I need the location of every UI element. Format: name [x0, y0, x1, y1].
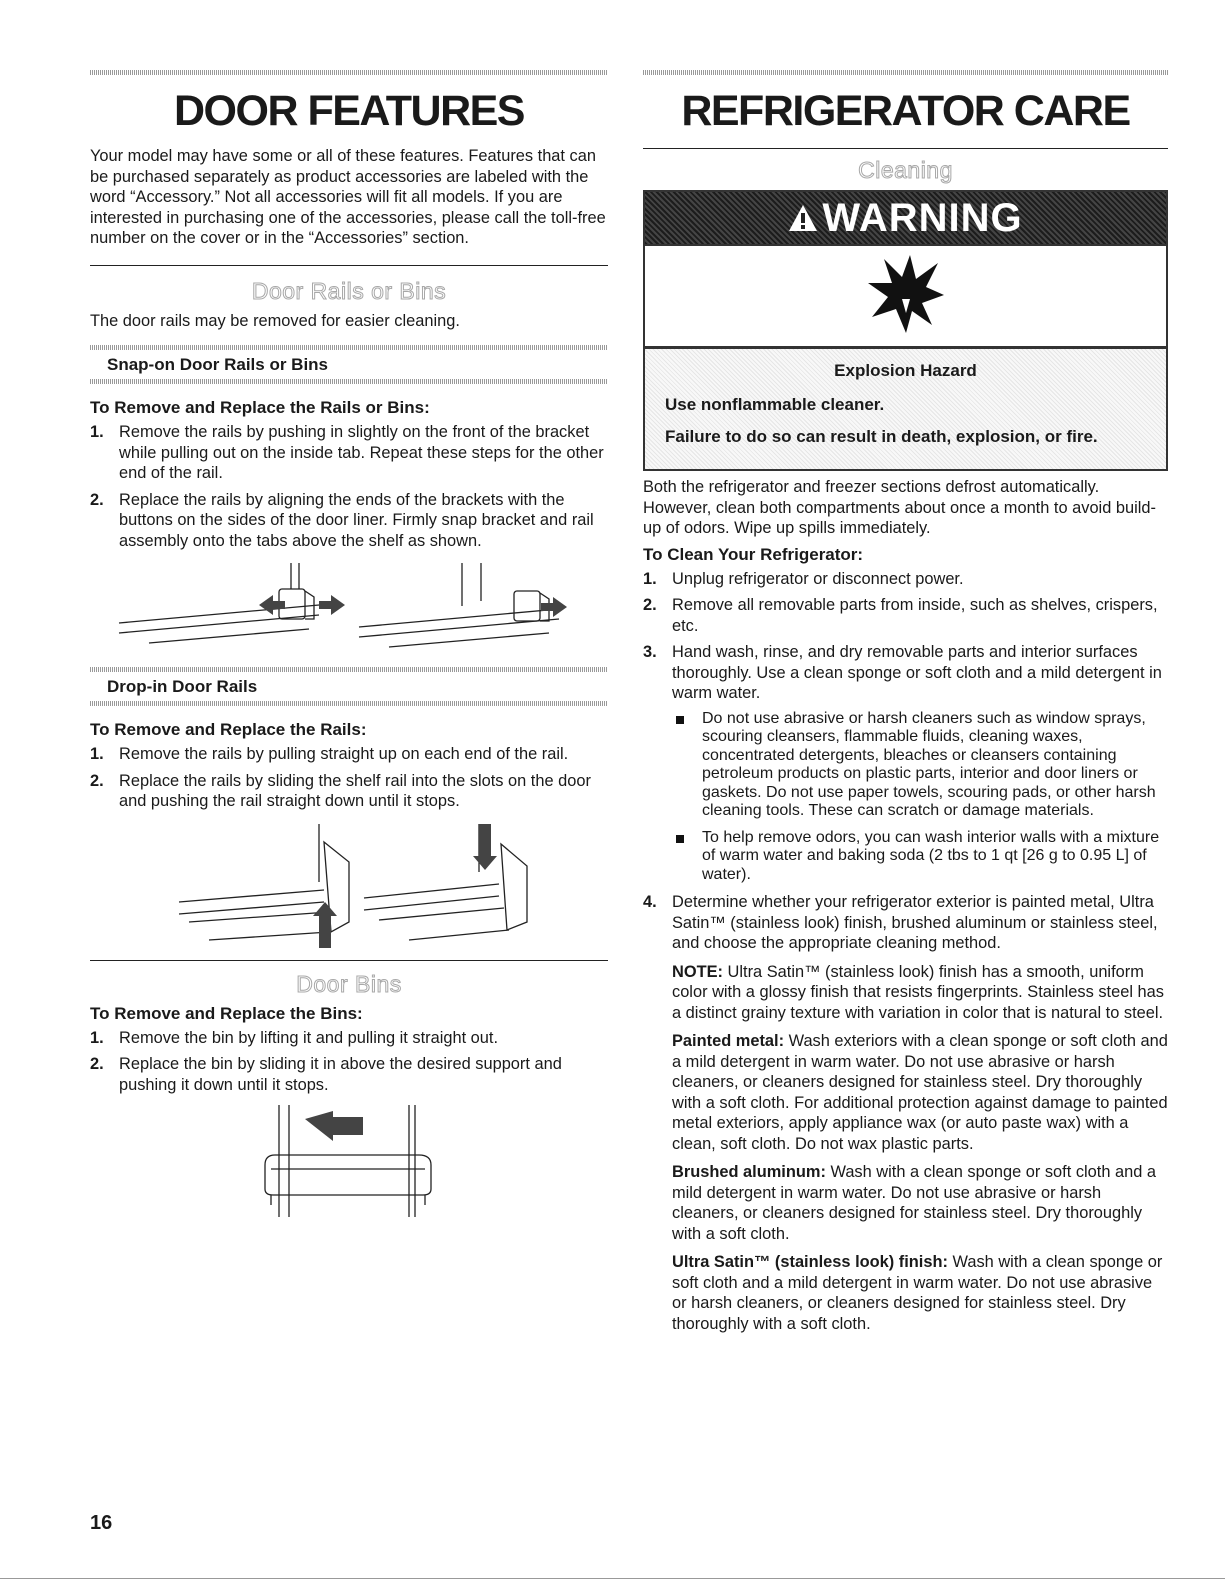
bottom-rule	[0, 1578, 1225, 1579]
dotted-rule	[90, 345, 608, 350]
warning-hazard: Explosion Hazard	[834, 361, 977, 381]
dropin-rail-illustration	[149, 822, 549, 950]
dropin-step-title: To Remove and Replace the Rails:	[90, 720, 367, 740]
arrow-up-icon	[313, 902, 337, 948]
dropin-steps	[90, 744, 608, 812]
clean-step-title: To Clean Your Refrigerator:	[643, 544, 864, 564]
warning-line-2: Failure to do so can result in death, explosion, or fire.	[665, 427, 1098, 447]
cleaning-bullets	[672, 710, 1168, 885]
dropin-heading-block	[90, 667, 608, 706]
top-dotted-rule	[643, 70, 1168, 75]
snapon-heading-block	[90, 345, 608, 384]
door-bins-subtitle: Door Bins	[296, 970, 402, 997]
door-features-column	[90, 70, 608, 1227]
door-bin-illustration	[259, 1105, 439, 1217]
bullet-square-icon	[676, 716, 684, 724]
list-item: 1. Remove the rails by pushing in slightly on the front of the bracket while pulling out on the inside tab. Repeat these steps for the other end of the rail.	[90, 423, 604, 483]
brushed-aluminum-paragraph: Brushed aluminum: Wash with a clean sponge or soft cloth and a mild detergent in warm water. Do not use abrasive or harsh cleaners, or cleaners designed for stainless steel. Dry thoroughly with a soft cloth.	[672, 1163, 1157, 1243]
snapon-heading: Snap-on Door Rails or Bins	[107, 355, 329, 375]
snapon-step-title: To Remove and Replace the Rails or Bins:	[90, 398, 430, 418]
list-item: 2. Replace the rails by sliding the shelf rail into the slots on the door and pushing the rail straight down until it stops.	[90, 771, 591, 811]
list-item: 1. Remove the rails by pulling straight up on each end of the rail.	[90, 745, 569, 764]
ultra-satin-paragraph: Ultra Satin™ (stainless look) finish: Wash with a clean sponge or soft cloth and a mild detergent in warm water. Do not use abrasive or harsh cleaners, or cleaners designed for stainless steel. Dry thoroughly with a soft cloth.	[672, 1253, 1163, 1333]
bullet-item: Do not use abrasive or harsh cleaners such as window sprays, scouring cleansers, flammable fluids, cleaning waxes, concentrated detergents, bleaches or cleansers containing petroleum products on plastic parts, interior and door liners or gaskets. Do not use paper towels, scouring pads, or other harsh cleaning tools. These can scratch or damage materials.	[672, 710, 1168, 821]
clean-steps	[643, 569, 1168, 1335]
note-paragraph: NOTE: Ultra Satin™ (stainless look) finish has a smooth, uniform color with a glossy finish that resists fingerprints. Stainless steel has a distinct grainy texture with variation in color that is natural to steel.	[672, 962, 1164, 1022]
list-item: 1. Unplug refrigerator or disconnect power.	[643, 569, 964, 588]
warning-label: WARNING	[822, 195, 1023, 240]
door-rails-subtitle: Door Rails or Bins	[251, 277, 447, 304]
list-item: 1. Remove the bin by lifting it and pulling it straight out.	[90, 1028, 499, 1047]
door-features-title: DOOR FEATURES	[174, 87, 524, 135]
warning-triangle-icon	[788, 204, 818, 232]
list-item: 2. Remove all removable parts from inside, such as shelves, crispers, etc.	[643, 596, 1158, 635]
list-item: 4. Determine whether your refrigerator exterior is painted metal, Ultra Satin™ (stainless look) finish, brushed aluminum or stainless steel, and choose the appropriate cleaning method. NOTE: Ultra Satin™ (stainless look) finish has a smooth, uniform color with a glossy finish that resists fingerprints. Stainless steel has a distinct grainy texture with variation in color that is natural to steel. Painted metal: Wash exteriors with a clean sponge or soft cloth and a mild detergent in warm water. Do not use abrasive or harsh cleaners, or cleaners designed for stainless steel. Dry thoroughly with a soft cloth. For additional protection against damage to painted metal exteriors, apply appliance wax (or auto paste wax) with a clean, soft cloth. Do not wax plastic parts. Brushed aluminum: Wash with a clean sponge or soft cloth and a mild detergent in warm water. Do not use abrasive or harsh cleaners, or cleaners designed for stainless steel. Dry thoroughly with a soft cloth. Ultra Satin™ (stainless look) finish: Wash with a clean sponge or soft cloth and a mild detergent in warm water. Do not use abrasive or harsh cleaners, or cleaners designed for stainless steel. Dry thoroughly with a soft cloth.	[643, 893, 1168, 1333]
warning-box	[643, 190, 1168, 471]
arrow-left-icon	[259, 595, 285, 615]
snapon-steps	[90, 422, 608, 551]
cleaning-subtitle: Cleaning	[858, 157, 953, 184]
warning-header	[645, 192, 1166, 246]
list-item: 2. Replace the rails by aligning the ends of the brackets with the buttons on the sides of the door liner. Firmly snap bracket and rail assembly onto the tabs above the shelf as shown.	[90, 490, 594, 550]
bins-step-title: To Remove and Replace the Bins:	[90, 1003, 363, 1023]
cleaning-intro: Both the refrigerator and freezer sections defrost automatically. However, clean both compartments about once a month to avoid build-up of odors. Wipe up spills immediately.	[643, 478, 1156, 538]
arrow-down-icon	[473, 824, 497, 870]
section-divider	[90, 265, 608, 266]
dotted-rule	[90, 379, 608, 384]
warning-body	[645, 349, 1166, 469]
bins-steps	[90, 1028, 608, 1096]
bullet-square-icon	[676, 835, 684, 843]
list-item: 3. Hand wash, rinse, and dry removable parts and interior surfaces thoroughly. Use a clean sponge or soft cloth and a mild detergent in warm water. Do not use abrasive or harsh cleaners such as window sprays, scouring cleansers, flammable fluids, cleaning waxes, concentrated detergents, bleaches or cleansers containing petroleum products on plastic parts, interior and door liners or gaskets. Do not use paper towels, scouring pads, or other harsh cleaning tools. These can scratch or damage materials. To help remove odors, you can wash interior walls with a mixture of warm water and baking soda (2 tbs to 1 qt [26 g to 0.95 L] of water).	[643, 642, 1168, 884]
dotted-rule	[90, 701, 608, 706]
explosion-symbol-panel	[645, 246, 1166, 349]
list-item: 2. Replace the bin by sliding it in above the desired support and pushing it down until it stops.	[90, 1055, 562, 1094]
section-divider	[643, 148, 1168, 149]
refrigerator-care-column	[643, 70, 1168, 1340]
arrow-left-icon	[319, 595, 345, 615]
page-number: 16	[90, 1512, 113, 1534]
door-features-intro: Your model may have some or all of these features. Features that can be purchased separately as product accessories are labeled with the word “Accessory.” Not all accessories will fit all models. If you are interested in purchasing one of the accessories, please call the toll-free number on the cover or in the “Accessories” section.	[90, 147, 606, 248]
section-divider	[90, 960, 608, 961]
dotted-rule	[90, 667, 608, 672]
arrow-left-icon	[305, 1111, 363, 1141]
snapon-rail-illustration	[109, 561, 589, 653]
bullet-item: To help remove odors, you can wash interior walls with a mixture of warm water and baking soda (2 tbs to 1 qt [26 g to 0.95 L] of water).	[672, 829, 1168, 885]
painted-metal-paragraph: Painted metal: Wash exteriors with a clean sponge or soft cloth and a mild detergent in warm water. Do not use abrasive or harsh cleaners, or cleaners designed for stainless steel. Dry thoroughly with a soft cloth. For additional protection against damage to painted metal exteriors, apply appliance wax (or auto paste wax) with a clean, soft cloth. Do not wax plastic parts.	[672, 1032, 1168, 1153]
door-rails-intro: The door rails may be removed for easier cleaning.	[90, 311, 460, 330]
warning-line-1: Use nonflammable cleaner.	[665, 395, 885, 415]
explosion-icon	[866, 253, 946, 339]
dropin-heading: Drop-in Door Rails	[107, 677, 258, 697]
refrigerator-care-title: REFRIGERATOR CARE	[681, 87, 1130, 135]
arrow-left-icon	[541, 597, 567, 617]
top-dotted-rule	[90, 70, 608, 75]
